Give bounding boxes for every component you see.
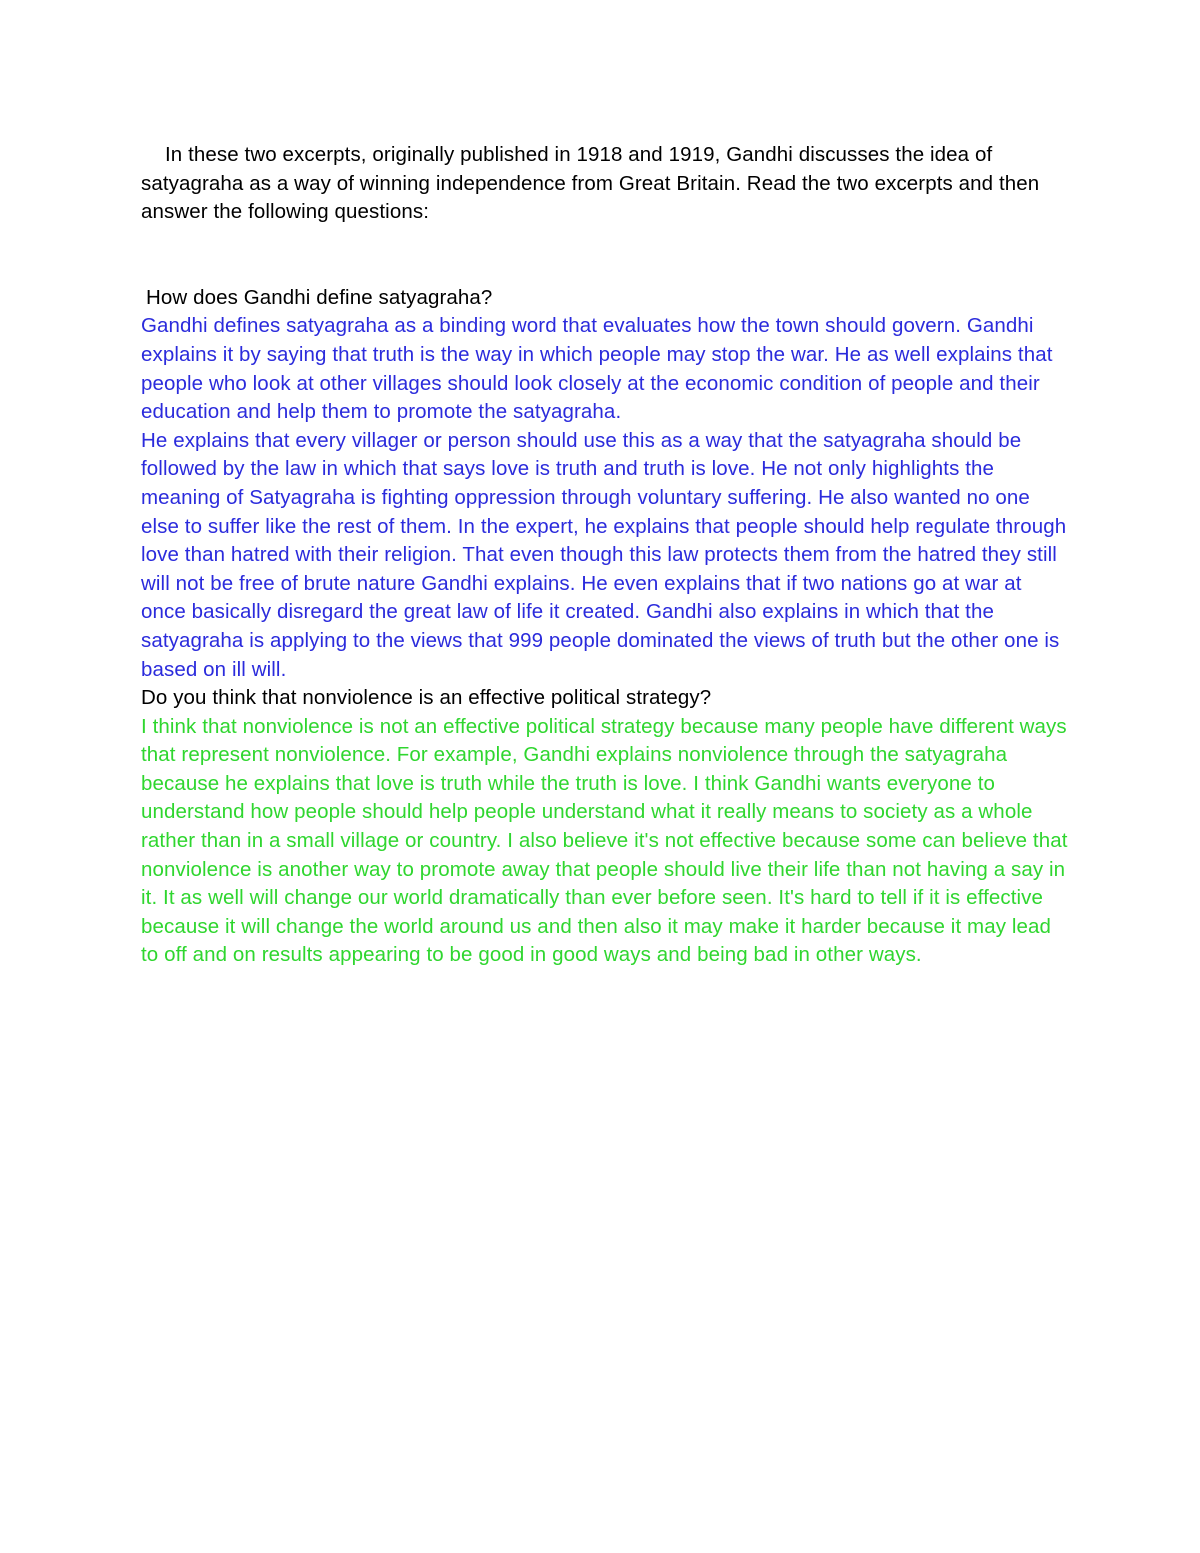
answer-1-paragraph-2: He explains that every villager or person should use this as a way that the satyagraha should be followed by the law in which that says love is truth and truth is love. He not only highlights the meaning of Satyagraha is fighting oppression through voluntary suffering. He also wanted no one else to suffer like the rest of them. In the expert, he explains that people should help regulate through love than hatred with their religion. That even though this law protects them from the hatred they still will not be free of brute nature Gandhi explains. He even explains that if two nations go at war at once basically disregard the great law of life it created. Gandhi also explains in which that the satyagraha is applying to the views that 999 people dominated the views of truth but the other one is based on ill will.	[141, 428, 1067, 681]
answer-1-paragraph-1: Gandhi defines satyagraha as a binding word that evaluates how the town should govern. Gandhi explains it by saying that truth is the way in which people may stop the war. He as well explains that people who look at other villages should look closely at the economic condition of people and their education and help them to promote the satyagraha.	[141, 314, 1053, 424]
paragraph-spacer	[141, 227, 1071, 284]
intro-paragraph: In these two excerpts, originally published in 1918 and 1919, Gandhi discusses the idea of satyagraha as a way of winning independence from Great Britain. Read the two excerpts and then answer the following questions:	[141, 143, 1040, 224]
question-1: How does Gandhi define satyagraha?	[146, 285, 493, 309]
document-body	[141, 141, 1071, 970]
question-2: Do you think that nonviolence is an effective political strategy?	[141, 686, 712, 710]
answer-2-paragraph: I think that nonviolence is not an effective political strategy because many people have different ways that represent nonviolence. For example, Gandhi explains nonviolence through the satyagraha because he explains that love is truth while the truth is love. I think Gandhi wants everyone to understand how people should help people understand what it really means to society as a whole rather than in a small village or country. I also believe it's not effective because some can believe that nonviolence is another way to promote away that people should live their life than not having a say in it. It as well will change our world dramatically than ever before seen. It's hard to tell if it is effective because it will change the world around us and then also it may make it harder because it may lead to off and on results appearing to be good in good ways and being bad in other ways.	[141, 714, 1068, 967]
